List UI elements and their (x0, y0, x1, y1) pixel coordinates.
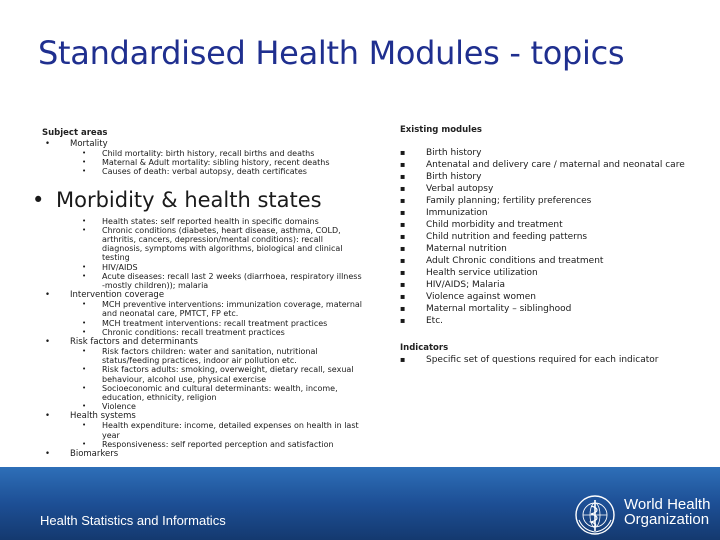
bullet-icon: • (82, 365, 87, 374)
item-text: Chronic conditions (diabetes, heart disease, asthma, COLD, arthritis, cancers, depression/mental conditions): recall diagnosis, symptoms with algorithms, biological and clinical testing (102, 225, 343, 263)
list-item (400, 183, 700, 195)
item-text: Risk factors adults: smoking, overweight, dietary recall, sexual behaviour, alcohol use, physical exercise (102, 365, 354, 384)
item-text: Responsiveness: self reported perception and satisfaction (102, 439, 334, 449)
bullet-icon: • (82, 167, 87, 176)
bullet-icon: ▪ (400, 208, 406, 217)
item-text: Family planning; fertility preferences (426, 196, 592, 206)
item-text: MCH treatment interventions: recall treatment practices (102, 318, 328, 328)
bullet-icon: • (82, 383, 87, 392)
list-item (400, 303, 700, 315)
who-name (624, 497, 710, 527)
list-item (70, 158, 362, 167)
subject-areas-header: Subject areas (42, 128, 108, 138)
item-text: Child morbidity and treatment (426, 220, 563, 230)
list-item (400, 171, 700, 183)
bullet-icon: ▪ (400, 196, 406, 205)
item-text: HIV/AIDS; Malaria (426, 280, 505, 290)
bullet-icon: • (82, 216, 87, 225)
topic-intervention (42, 290, 362, 337)
item-text: Risk factors children: water and sanitation, nutritional status/feeding practices, indoor air pollution etc. (102, 347, 318, 366)
list-item (400, 159, 700, 171)
bullet-icon: • (82, 347, 87, 356)
topic-label: Health systems (70, 411, 136, 422)
bullet-icon: • (82, 225, 87, 234)
item-text: Birth history (426, 148, 482, 158)
bullet-icon: ▪ (400, 256, 406, 265)
item-text: Maternal & Adult mortality: sibling history, recent deaths (102, 158, 330, 168)
list-item (400, 147, 700, 159)
list-item (70, 347, 362, 365)
item-text: Maternal mortality – siblinghood (426, 304, 572, 314)
topic-morbidity (30, 187, 362, 213)
list-item (400, 195, 700, 207)
bullet-icon: ▪ (400, 280, 406, 289)
topic-risk-factors (42, 337, 362, 411)
item-text: Violence against women (426, 292, 536, 302)
item-text: Causes of death: verbal autopsy, death certificates (102, 167, 307, 177)
who-name-line2: Organization (624, 511, 710, 528)
bullet-icon: ▪ (400, 292, 406, 301)
indicators-list (400, 354, 700, 366)
bullet-icon: ▪ (400, 184, 406, 193)
bullet-icon: • (45, 290, 51, 301)
list-item (70, 328, 362, 337)
item-text: Child mortality: birth history, recall births and deaths (102, 149, 315, 158)
topic-label: Morbidity & health states (56, 187, 322, 212)
item-text: Socioeconomic and cultural determinants: wealth, income, education, ethnicity, religion (102, 383, 338, 403)
list-item (400, 291, 700, 303)
existing-modules-list (400, 147, 700, 327)
item-text: Chronic conditions: recall treatment practices (102, 327, 285, 337)
list-item (70, 402, 362, 411)
item-text: Antenatal and delivery care / maternal and neonatal care (426, 160, 685, 170)
risk-subitems (70, 347, 362, 411)
item-text: Health expenditure: income, detailed expenses on health in last year (102, 421, 359, 440)
bullet-icon: • (82, 262, 87, 271)
bullet-icon: • (45, 139, 51, 149)
item-text: Immunization (426, 208, 488, 218)
list-item (400, 267, 700, 279)
bullet-icon: ▪ (400, 220, 406, 229)
list-item (400, 354, 700, 366)
bullet-icon: ▪ (400, 244, 406, 253)
bullet-icon: • (82, 158, 87, 167)
list-item (400, 231, 700, 243)
bullet-icon: • (82, 300, 87, 309)
bullet-icon: • (45, 411, 51, 422)
bullet-icon: • (82, 318, 87, 327)
list-item (70, 421, 362, 439)
list-item (400, 207, 700, 219)
item-text: Specific set of questions required for each indicator (426, 355, 659, 365)
topic-label: Biomarkers (70, 449, 119, 460)
slide-title: Standardised Health Modules - topics (38, 34, 625, 72)
item-text: Maternal nutrition (426, 244, 507, 254)
item-text: MCH preventive interventions: immunization coverage, maternal and neonatal care, PMTCT, FP etc. (102, 300, 363, 319)
bullet-icon: ▪ (400, 232, 406, 241)
list-item (70, 440, 362, 449)
bullet-icon: • (82, 327, 87, 336)
topic-mortality (42, 139, 362, 177)
mortality-subitems (70, 149, 362, 177)
bullet-icon: ▪ (400, 355, 406, 364)
systems-subitems (70, 421, 362, 449)
who-name-line1: World Health (624, 496, 711, 513)
item-text: Health service utilization (426, 268, 538, 278)
bullet-icon: • (82, 149, 87, 157)
list-item (70, 167, 362, 176)
item-text: Violence (102, 402, 136, 412)
morbidity-subitems (70, 217, 362, 291)
subject-areas-column (32, 128, 363, 460)
existing-modules-header: Existing modules (400, 125, 482, 135)
bullet-icon: ▪ (400, 148, 406, 157)
morbidity-subitems-wrap (42, 217, 362, 291)
bullet-icon: • (45, 449, 51, 460)
topic-biomarkers (42, 449, 362, 459)
item-text: Child nutrition and feeding patterns (426, 232, 588, 242)
list-item (70, 263, 362, 272)
list-item (70, 384, 362, 402)
bullet-icon: ▪ (400, 268, 406, 277)
list-item (400, 279, 700, 291)
bullet-icon: ▪ (400, 172, 406, 181)
topic-label: Risk factors and determinants (70, 337, 198, 348)
bullet-icon: • (82, 421, 87, 430)
topic-label: Mortality (70, 139, 108, 149)
list-item (70, 319, 362, 328)
list-item (400, 219, 700, 231)
bullet-icon: • (82, 439, 87, 448)
list-item (70, 365, 362, 383)
footer-text: Health Statistics and Informatics (40, 513, 226, 528)
subject-areas-list (42, 139, 362, 177)
list-item (70, 149, 362, 158)
topic-health-systems (42, 411, 362, 449)
existing-modules-column (400, 125, 700, 366)
bullet-icon: • (82, 402, 87, 411)
item-text: Health states: self reported health in specific domains (102, 216, 319, 226)
bullet-icon: • (45, 337, 51, 348)
item-text: Etc. (426, 316, 444, 326)
item-text: HIV/AIDS (102, 262, 138, 272)
item-text: Acute diseases: recall last 2 weeks (diarrhoea, respiratory illness -mostly children)); malaria (102, 271, 362, 291)
list-item (70, 272, 362, 290)
list-item (400, 315, 700, 327)
bullet-icon: • (82, 271, 87, 280)
list-item (400, 243, 700, 255)
list-item (70, 300, 362, 318)
indicators-header: Indicators (400, 343, 449, 353)
item-text: Birth history (426, 172, 482, 182)
item-text: Adult Chronic conditions and treatment (426, 256, 604, 266)
list-item (70, 217, 362, 226)
intervention-subitems (70, 300, 362, 337)
bullet-icon: ▪ (400, 160, 406, 169)
list-item (400, 255, 700, 267)
who-emblem-icon (574, 494, 616, 536)
footer-bar (0, 467, 720, 540)
bullet-icon: ▪ (400, 316, 406, 325)
morbidity-container (42, 217, 362, 459)
bullet-icon: • (32, 187, 45, 212)
topic-label: Intervention coverage (70, 290, 165, 301)
item-text: Verbal autopsy (426, 184, 494, 194)
list-item (70, 226, 362, 263)
bullet-icon: ▪ (400, 304, 406, 313)
